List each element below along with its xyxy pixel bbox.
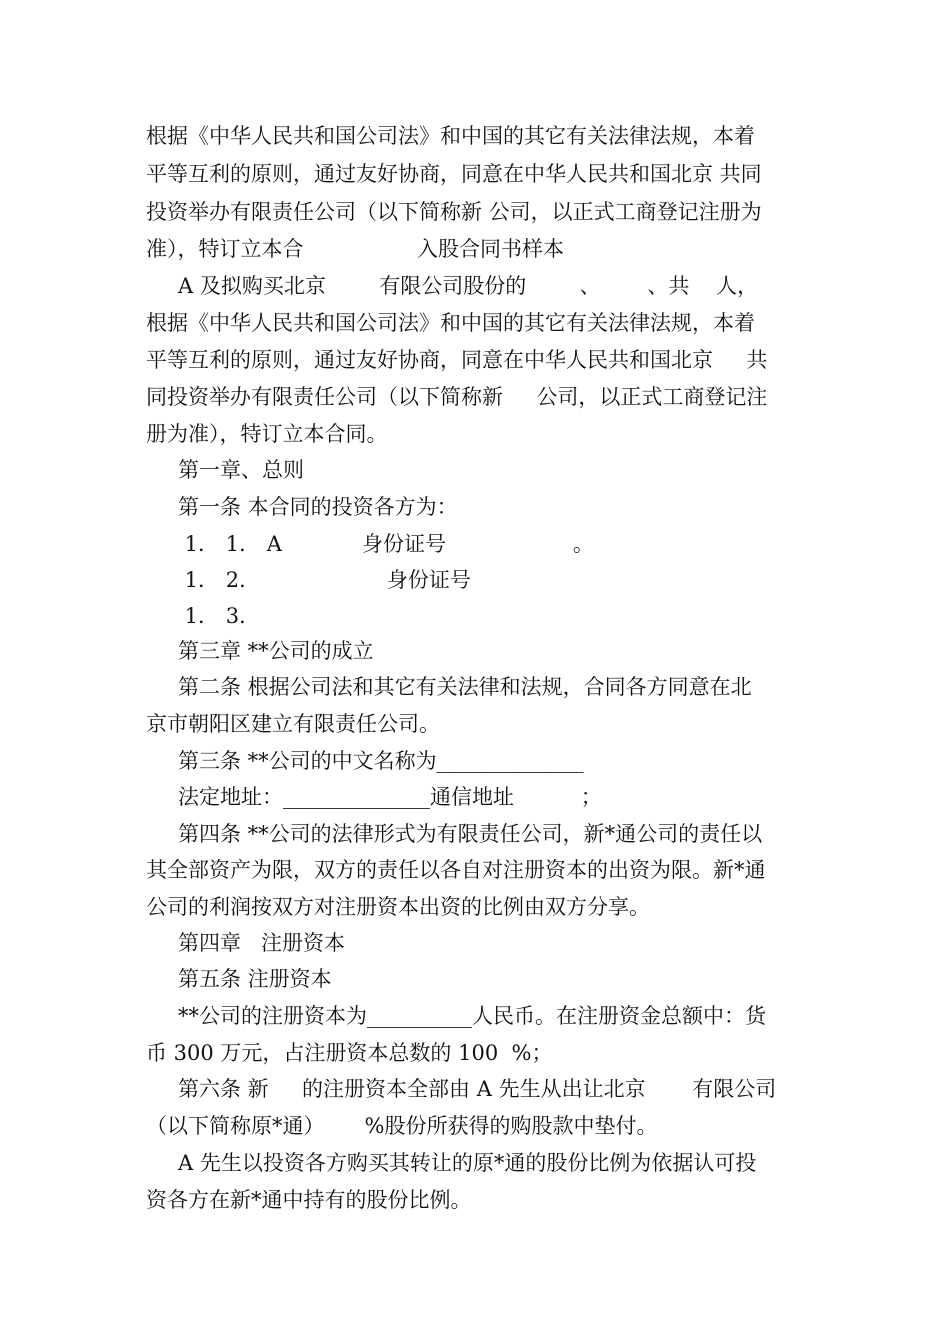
chapter-heading: 第一章、总则 [178, 458, 304, 482]
text-line: 京市朝阳区建立有限责任公司。 [146, 712, 440, 736]
text-line: A 先生以投资各方购买其转让的原*通的股份比例为依据认可投 [178, 1151, 757, 1175]
text-line: 平等互利的原则，通过友好协商，同意在中华人民共和国北京 共 [146, 348, 768, 372]
text-line: **公司的注册资本为__________人民币。在注册资金总额中：货 [178, 1004, 766, 1028]
text-line: 第五条 注册资本 [178, 967, 332, 991]
text-line: （以下简称原*通） %股份所获得的购股款中垫付。 [146, 1114, 658, 1138]
text-line: 公司的利润按双方对注册资本出资的比例由双方分享。 [146, 895, 650, 919]
text-line: 平等互利的原则，通过友好协商，同意在中华人民共和国北京 共同 [146, 162, 762, 186]
text-line: 准），特订立本合 入股合同书样本 [146, 237, 564, 261]
chapter-heading: 第四章 注册资本 [178, 931, 346, 955]
text-line: 第一条 本合同的投资各方为： [178, 495, 458, 519]
text-line: 根据《中华人民共和国公司法》和中国的其它有关法律法规，本着 [146, 124, 755, 148]
text-line: 投资举办有限责任公司（以下简称新 公司，以正式工商登记注册为 [146, 200, 762, 224]
list-item: 1． 3． [178, 604, 261, 628]
text-line: 第二条 根据公司法和其它有关法律和法规，合同各方同意在北 [178, 675, 752, 699]
list-item: 1． 1． A 身份证号 。 [178, 532, 594, 556]
text-line: 其全部资产为限，双方的责任以各自对注册资本的出资为限。新*通 [146, 858, 766, 882]
text-line: 册为准），特订立本合同。 [146, 422, 388, 446]
text-line: 资各方在新*通中持有的股份比例。 [146, 1188, 472, 1212]
text-line: 根据《中华人民共和国公司法》和中国的其它有关法律法规，本着 [146, 311, 755, 335]
text-line: 币 300 万元，占注册资本总数的 100 %； [146, 1041, 553, 1065]
text-line: 同投资举办有限责任公司（以下简称新 公司，以正式工商登记注 [146, 385, 768, 409]
text-line: 第四条 **公司的法律形式为有限责任公司，新*通公司的责任以 [178, 822, 763, 846]
list-item: 1． 2． 身份证号 [178, 568, 471, 592]
text-line: 第六条 新 的注册资本全部由 A 先生从出让北京 有限公司 [178, 1077, 777, 1101]
text-line: 法定地址：______________通信地址 ； [178, 785, 602, 809]
text-line: A 及拟购买北京 有限公司股份的 、 、共 人， [178, 274, 759, 298]
text-line: 第三条 **公司的中文名称为______________ [178, 749, 584, 773]
chapter-heading: 第三章 **公司的成立 [178, 639, 374, 663]
